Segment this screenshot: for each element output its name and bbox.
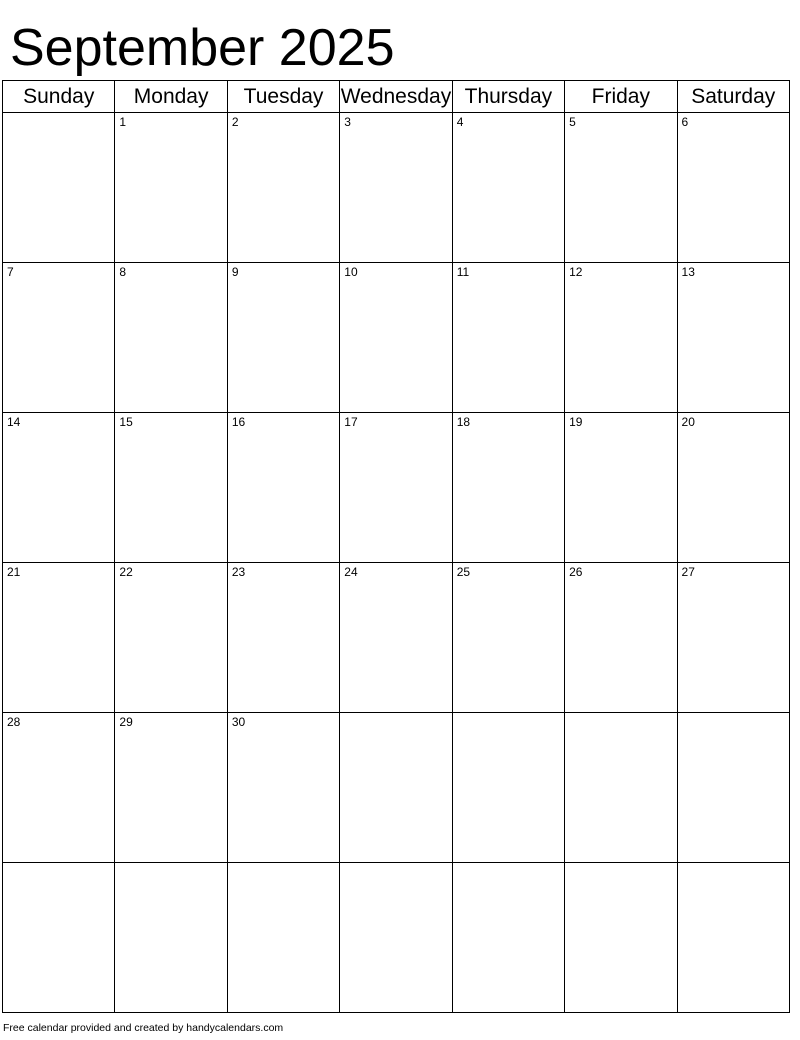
day-number: 4 [456, 115, 464, 129]
day-number: 13 [681, 265, 695, 279]
day-number: 12 [569, 265, 583, 279]
day-number: 24 [344, 565, 358, 579]
calendar-day-cell-empty[interactable] [3, 863, 115, 1013]
calendar-day-cell[interactable] [677, 413, 789, 563]
day-number: 17 [344, 415, 358, 429]
calendar-day-cell[interactable] [677, 263, 789, 413]
calendar-day-cell[interactable] [227, 713, 339, 863]
day-number: 1 [119, 115, 127, 129]
day-number: 30 [231, 715, 246, 729]
day-number: 28 [7, 715, 21, 729]
calendar-day-cell[interactable] [452, 563, 564, 713]
day-number: 9 [231, 265, 239, 279]
calendar-day-cell[interactable] [227, 113, 339, 263]
day-number: 3 [344, 115, 351, 129]
day-number: 19 [569, 415, 583, 429]
weekday-header-wednesday: Wednesday [340, 81, 452, 113]
calendar-day-cell-empty[interactable] [677, 863, 789, 1013]
calendar-day-cell[interactable] [452, 263, 564, 413]
calendar-day-cell[interactable] [115, 563, 227, 713]
calendar-day-cell-empty[interactable] [115, 863, 227, 1013]
calendar-week-row [3, 113, 790, 263]
day-number: 22 [119, 565, 133, 579]
calendar-day-cell[interactable] [565, 263, 677, 413]
day-number: 6 [681, 115, 689, 129]
calendar-day-cell[interactable] [3, 113, 115, 263]
calendar-day-cell[interactable] [3, 263, 115, 413]
weekday-header-sunday: Sunday [3, 81, 115, 113]
footer-credit: Free calendar provided and created by handycalendars.com [3, 1022, 284, 1034]
calendar-week-row [3, 863, 790, 1013]
calendar-day-cell[interactable] [340, 113, 452, 263]
calendar-day-cell[interactable] [227, 263, 339, 413]
calendar-day-cell[interactable] [677, 563, 789, 713]
calendar-day-cell[interactable] [565, 113, 677, 263]
calendar-day-cell[interactable] [115, 713, 227, 863]
weekday-header-tuesday: Tuesday [227, 81, 339, 113]
calendar-day-cell[interactable] [3, 713, 115, 863]
calendar-day-cell[interactable] [3, 563, 115, 713]
day-number: 8 [119, 265, 127, 279]
day-number: 14 [7, 415, 21, 429]
day-number: 7 [7, 265, 14, 279]
day-number: 23 [231, 565, 246, 579]
calendar-day-cell-empty[interactable] [677, 713, 789, 863]
calendar-day-cell[interactable] [677, 113, 789, 263]
calendar-day-cell-empty[interactable] [340, 713, 452, 863]
day-number: 16 [231, 415, 246, 429]
calendar-week-row [3, 413, 790, 563]
weekday-header-friday: Friday [565, 81, 677, 113]
calendar-day-cell[interactable] [565, 563, 677, 713]
calendar-week-row [3, 713, 790, 863]
calendar-day-cell[interactable] [227, 413, 339, 563]
weekday-header-thursday: Thursday [452, 81, 564, 113]
weekday-header-saturday: Saturday [677, 81, 789, 113]
calendar-day-cell[interactable] [452, 113, 564, 263]
day-number: 29 [119, 715, 133, 729]
calendar-header-row [3, 81, 790, 113]
day-number: 2 [231, 115, 239, 129]
calendar-day-cell-empty[interactable] [452, 863, 564, 1013]
day-number: 27 [681, 565, 695, 579]
calendar-day-cell[interactable] [115, 113, 227, 263]
calendar-day-cell-empty[interactable] [452, 713, 564, 863]
day-number: 5 [569, 115, 576, 129]
day-number: 11 [456, 265, 470, 279]
calendar-day-cell[interactable] [340, 563, 452, 713]
day-number: 25 [456, 565, 471, 579]
calendar-day-cell[interactable] [565, 413, 677, 563]
day-number: 21 [7, 565, 21, 579]
day-number: 26 [569, 565, 583, 579]
calendar-day-cell[interactable] [227, 563, 339, 713]
calendar-day-cell[interactable] [452, 413, 564, 563]
calendar-day-cell-empty[interactable] [565, 713, 677, 863]
calendar-day-cell-empty[interactable] [340, 863, 452, 1013]
day-number: 10 [344, 265, 358, 279]
weekday-header-monday: Monday [115, 81, 227, 113]
calendar-grid [2, 80, 790, 1013]
day-number: 15 [119, 415, 133, 429]
calendar-day-cell[interactable] [115, 413, 227, 563]
page-title: September 2025 [10, 19, 395, 77]
calendar-day-cell[interactable] [115, 263, 227, 413]
day-number: 20 [681, 415, 695, 429]
day-number: 18 [456, 415, 471, 429]
calendar-day-cell[interactable] [340, 413, 452, 563]
calendar-day-cell-empty[interactable] [565, 863, 677, 1013]
calendar-day-cell[interactable] [3, 413, 115, 563]
calendar-body [3, 113, 790, 1013]
calendar-day-cell[interactable] [340, 263, 452, 413]
calendar-week-row [3, 563, 790, 713]
calendar-day-cell-empty[interactable] [227, 863, 339, 1013]
calendar-week-row [3, 263, 790, 413]
